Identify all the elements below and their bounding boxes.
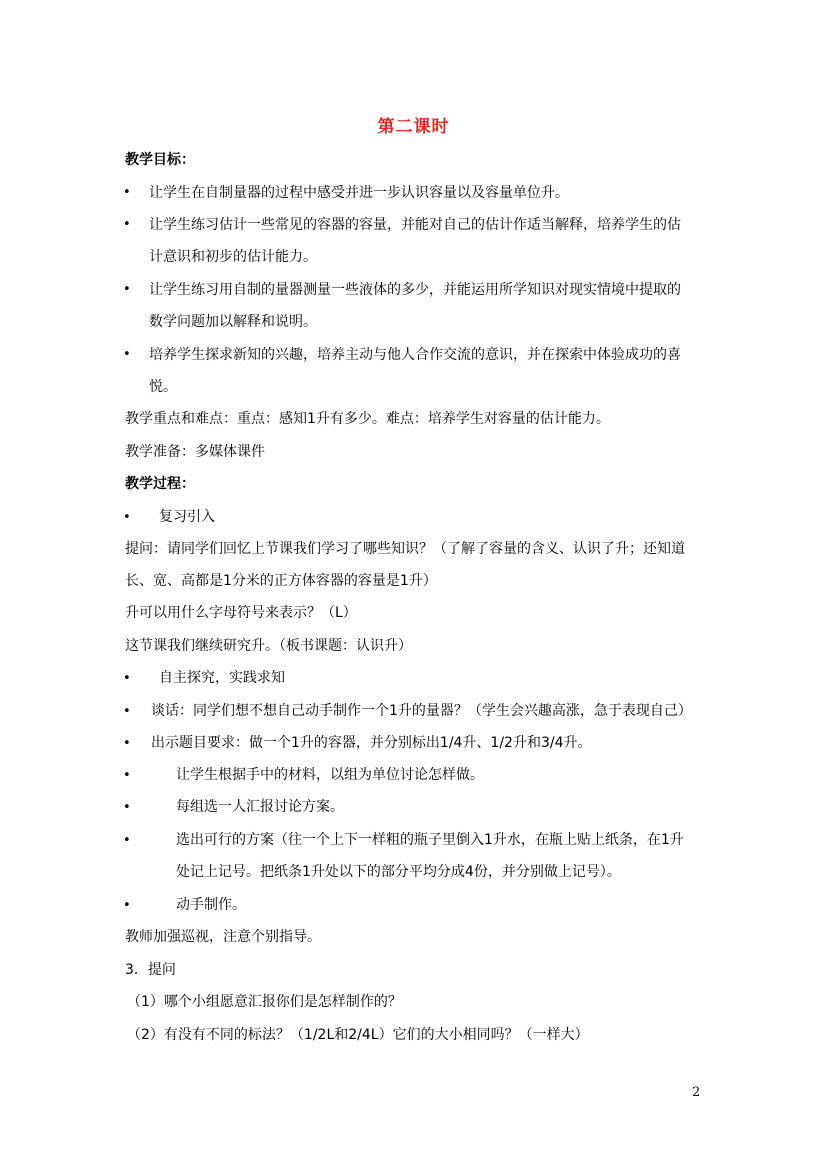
key-points: 教学重点和难点：重点：感知1升有多少。难点：培养学生对容量的估计能力。 xyxy=(125,411,610,427)
step-2: 自主探究，实践求知 xyxy=(159,670,285,686)
ask-heading: 3．提问 xyxy=(125,962,176,978)
objective-2-line-2: 计意识和初步的估计能力。 xyxy=(149,249,317,265)
objective-3-line-2: 数学问题加以解释和说明。 xyxy=(149,314,317,330)
continue-line: 这节课我们继续研究升。（板书课题：认识升） xyxy=(125,638,412,654)
objective-1-line-1: 让学生在自制量器的过程中感受并进一步认识容量以及容量单位升。 xyxy=(149,185,569,201)
bullet-icon: • xyxy=(123,217,131,232)
preparation: 教学准备：多媒体课件 xyxy=(125,444,265,460)
bullet-icon: • xyxy=(123,736,131,751)
objective-4-line-2: 悦。 xyxy=(149,379,177,395)
page-title: 第二课时 xyxy=(377,117,450,137)
question-line-2: 长、宽、高都是1分米的正方体容器的容量是1升） xyxy=(125,573,437,589)
bullet-icon: • xyxy=(123,833,131,848)
objective-4-line-1: 培养学生探求新知的兴趣，培养主动与他人合作交流的意识，并在探索中体验成功的喜 xyxy=(149,347,681,363)
step-1: 复习引入 xyxy=(159,509,215,525)
sub-item-2: 每组选一人汇报讨论方案。 xyxy=(176,799,344,815)
objective-2-line-1: 让学生练习估计一些常见的容器的容量，并能对自己的估计作适当解释，培养学生的估 xyxy=(149,217,681,233)
bullet-icon: • xyxy=(123,704,131,719)
question-2: （2）有没有不同的标法？（1/2L和2/4L）它们的大小相同吗？（一样大） xyxy=(127,1027,589,1043)
bullet-icon: • xyxy=(123,800,131,815)
bullet-icon: • xyxy=(123,347,131,362)
task-line: 出示题目要求：做一个1升的容器，并分别标出1/4升、1/2升和3/4升。 xyxy=(151,735,592,751)
sub-item-3-line-2: 处记上记号。把纸条1升处以下的部分平均分成4份，并分别做上记号）。 xyxy=(176,864,621,880)
bullet-icon: • xyxy=(123,510,131,525)
sub-item-1: 让学生根据手中的材料，以组为单位讨论怎样做。 xyxy=(176,767,484,783)
sub-item-3-line-1: 选出可行的方案（往一个上下一样粗的瓶子里倒入1升水，在瓶上贴上纸条，在1升 xyxy=(176,832,684,848)
sub-item-4: 动手制作。 xyxy=(176,897,246,913)
objective-3-line-1: 让学生练习用自制的量器测量一些液体的多少，并能运用所学知识对现实情境中提取的 xyxy=(149,282,681,298)
symbol-question: 升可以用什么字母符号来表示？（L） xyxy=(125,605,357,621)
bullet-icon: • xyxy=(123,185,131,200)
bullet-icon: • xyxy=(123,768,131,783)
page-number: 2 xyxy=(692,1085,701,1100)
bullet-icon: • xyxy=(123,282,131,297)
objectives-heading: 教学目标： xyxy=(125,152,195,168)
bullet-icon: • xyxy=(123,671,131,686)
question-line-1: 提问：请同学们回忆上节课我们学习了哪些知识？（了解了容量的含义、认识了升；还知道 xyxy=(125,541,685,557)
bullet-icon: • xyxy=(123,898,131,913)
process-heading: 教学过程： xyxy=(125,476,195,492)
talk-line: 谈话：同学们想不想自己动手制作一个1升的量器？（学生会兴趣高涨，急于表现自己） xyxy=(151,703,692,719)
question-1: （1）哪个小组愿意汇报你们是怎样制作的？ xyxy=(127,994,402,1010)
teacher-line: 教师加强巡视，注意个别指导。 xyxy=(125,929,321,945)
